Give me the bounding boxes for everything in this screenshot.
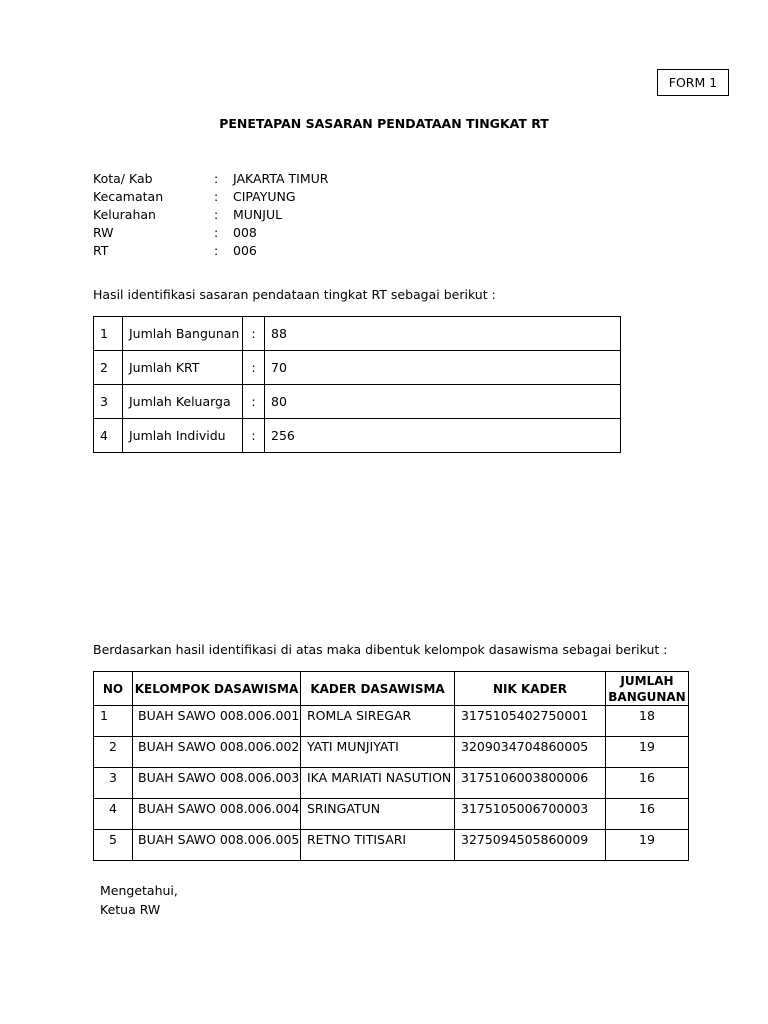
cell-kader: YATI MUNJIYATI	[301, 737, 455, 768]
cell-kader: SRINGATUN	[301, 799, 455, 830]
meta-value: CIPAYUNG	[233, 189, 296, 204]
row-number: 3	[94, 385, 123, 419]
row-colon: :	[243, 419, 265, 453]
table-row	[94, 419, 621, 453]
meta-value: MUNJUL	[233, 207, 283, 222]
meta-label: RT	[93, 243, 109, 258]
row-number: 2	[94, 351, 123, 385]
dasawisma-table	[93, 671, 689, 861]
cell-nik: 3175105006700003	[455, 799, 606, 830]
meta-colon: :	[214, 225, 219, 240]
header-kelompok: KELOMPOK DASAWISMA	[133, 672, 301, 706]
meta-label: Kelurahan	[93, 207, 156, 222]
row-value: 88	[265, 317, 621, 351]
cell-kelompok: BUAH SAWO 008.006.005	[133, 830, 301, 861]
cell-kelompok: BUAH SAWO 008.006.003	[133, 768, 301, 799]
meta-label: RW	[93, 225, 114, 240]
row-value: 70	[265, 351, 621, 385]
meta-value: 006	[233, 243, 257, 258]
header-kader: KADER DASAWISMA	[301, 672, 455, 706]
page-title: PENETAPAN SASARAN PENDATAAN TINGKAT RT	[219, 116, 549, 131]
identification-table	[93, 316, 621, 453]
cell-no: 5	[94, 830, 133, 861]
row-label: Jumlah Keluarga	[123, 385, 243, 419]
cell-jumlah: 18	[606, 706, 689, 737]
row-number: 4	[94, 419, 123, 453]
cell-kelompok: BUAH SAWO 008.006.002	[133, 737, 301, 768]
cell-kelompok: BUAH SAWO 008.006.004	[133, 799, 301, 830]
table-row	[94, 317, 621, 351]
row-label: Jumlah Individu	[123, 419, 243, 453]
table-row	[94, 706, 689, 737]
row-label: Jumlah Bangunan	[123, 317, 243, 351]
cell-kader: ROMLA SIREGAR	[301, 706, 455, 737]
table-row	[94, 830, 689, 861]
cell-kelompok: BUAH SAWO 008.006.001	[133, 706, 301, 737]
form-number-label: FORM 1	[668, 75, 718, 90]
meta-colon: :	[214, 189, 219, 204]
meta-label: Kecamatan	[93, 189, 164, 204]
groups-intro: Berdasarkan hasil identifikasi di atas maka dibentuk kelompok dasawisma sebagai berikut :	[93, 642, 668, 657]
cell-kader: RETNO TITISARI	[301, 830, 455, 861]
header-nik: NIK KADER	[455, 672, 606, 706]
row-colon: :	[243, 385, 265, 419]
cell-nik: 3175106003800006	[455, 768, 606, 799]
form-number-box	[657, 69, 729, 96]
table-row	[94, 737, 689, 768]
cell-nik: 3275094505860009	[455, 830, 606, 861]
row-label: Jumlah KRT	[123, 351, 243, 385]
meta-colon: :	[214, 207, 219, 222]
meta-label: Kota/ Kab	[93, 171, 153, 186]
meta-colon: :	[214, 171, 219, 186]
header-no: NO	[94, 672, 133, 706]
table-header-row	[94, 672, 689, 706]
cell-nik: 3209034704860005	[455, 737, 606, 768]
cell-kader: IKA MARIATI NASUTION	[301, 768, 455, 799]
cell-jumlah: 16	[606, 768, 689, 799]
row-colon: :	[243, 317, 265, 351]
row-value: 256	[265, 419, 621, 453]
cell-no: 1	[94, 706, 133, 737]
cell-no: 2	[94, 737, 133, 768]
row-value: 80	[265, 385, 621, 419]
header-jumlah-line2: BANGUNAN	[608, 689, 686, 704]
meta-value: 008	[233, 225, 257, 240]
meta-value: JAKARTA TIMUR	[233, 171, 329, 186]
cell-jumlah: 19	[606, 737, 689, 768]
row-number: 1	[94, 317, 123, 351]
table-row	[94, 799, 689, 830]
header-jumlah	[606, 672, 689, 706]
header-jumlah-line1: JUMLAH	[620, 673, 674, 688]
cell-no: 3	[94, 768, 133, 799]
signature-acknowledged: Mengetahui,	[100, 883, 178, 898]
meta-colon: :	[214, 243, 219, 258]
signature-role: Ketua RW	[100, 902, 161, 917]
cell-jumlah: 16	[606, 799, 689, 830]
table-row	[94, 385, 621, 419]
cell-nik: 3175105402750001	[455, 706, 606, 737]
table-row	[94, 351, 621, 385]
row-colon: :	[243, 351, 265, 385]
cell-no: 4	[94, 799, 133, 830]
identification-intro: Hasil identifikasi sasaran pendataan tingkat RT sebagai berikut :	[93, 287, 496, 302]
table-row	[94, 768, 689, 799]
cell-jumlah: 19	[606, 830, 689, 861]
